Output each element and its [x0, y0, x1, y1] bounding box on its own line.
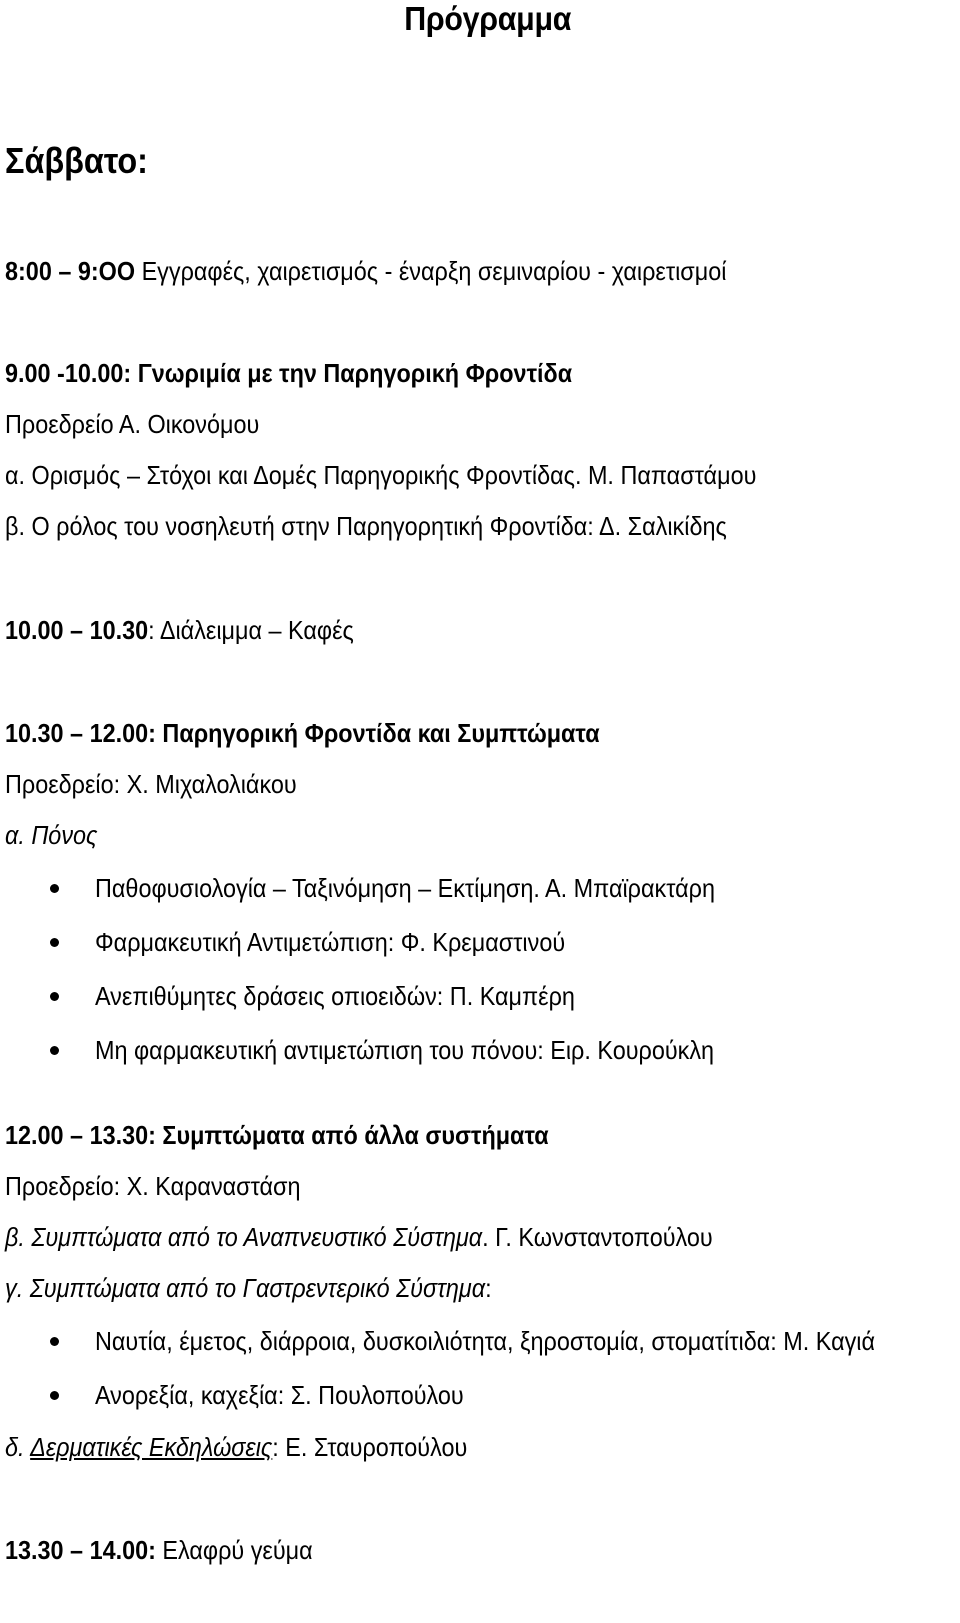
slot-registration — [5, 256, 726, 286]
subsection-title — [5, 1273, 492, 1303]
list-item-text: Ανορεξία, καχεξία: Σ. Πουλοπούλου — [95, 1380, 464, 1410]
slot-time: 8:00 – 9:OO — [5, 256, 136, 286]
page-title: Πρόγραμμα — [404, 0, 572, 37]
slot-text: Ελαφρύ γεύμα — [155, 1535, 313, 1565]
slot-break — [5, 615, 354, 645]
subsection-name: β. Συμπτώματα από το Αναπνευστικό Σύστημα — [5, 1222, 483, 1252]
chair-line: Προεδρείο: Χ. Καραναστάση — [5, 1171, 301, 1201]
subsection-prefix: δ. — [5, 1432, 31, 1462]
subsection-name: γ. Συμπτώματα από το Γαστρεντερικό Σύστημα — [5, 1273, 486, 1303]
list-item-text: Φαρμακευτική Αντιμετώπιση: Φ. Κρεμαστινού — [95, 927, 566, 957]
slot-text: Εγγραφές, χαιρετισμός - έναρξη σεμιναρίου - χαιρετισμοί — [135, 256, 727, 286]
bullet-icon — [50, 992, 59, 1001]
slot-heading: 10.30 – 12.00: Παρηγορική Φροντίδα και Συμπτώματα — [5, 718, 600, 748]
subsection-name: Δερματικές Εκδηλώσεις — [30, 1432, 273, 1462]
bullet-icon — [50, 938, 59, 947]
slot-time: 13.30 – 14.00: — [5, 1535, 156, 1565]
subsection-title — [5, 1222, 713, 1252]
subsection-speaker: : — [485, 1273, 492, 1303]
slot-heading: 12.00 – 13.30: Συμπτώματα από άλλα συστήματα — [5, 1120, 549, 1150]
talk-item: α. Ορισμός – Στόχοι και Δομές Παρηγορικής Φροντίδας. Μ. Παπαστάμου — [5, 460, 757, 490]
slot-lunch — [5, 1535, 313, 1565]
list-item-text: Ανεπιθύμητες δράσεις οπιοειδών: Π. Καμπέρη — [95, 981, 575, 1011]
slot-time: 10.00 – 10.30 — [5, 615, 149, 645]
chair-line: Προεδρείο Α. Οικονόμου — [5, 409, 260, 439]
slot-heading: 9.00 -10.00: Γνωριμία με την Παρηγορική Φροντίδα — [5, 358, 573, 388]
bullet-icon — [50, 1046, 59, 1055]
talk-item: β. Ο ρόλος του νοσηλευτή στην Παρηγορητική Φροντίδα: Δ. Σαλικίδης — [5, 511, 727, 541]
chair-line: Προεδρείο: Χ. Μιχαλολιάκου — [5, 769, 297, 799]
subsection-speaker: . Γ. Κωνσταντοπούλου — [482, 1222, 713, 1252]
list-item-text: Παθοφυσιολογία – Ταξινόμηση – Εκτίμηση. Α. Μπαϊρακτάρη — [95, 873, 715, 903]
bullet-icon — [50, 884, 59, 893]
subsection-title — [5, 1432, 467, 1462]
subsection-title: α. Πόνος — [5, 820, 98, 850]
list-item-text: Μη φαρμακευτική αντιμετώπιση του πόνου: Ειρ. Κουρούκλη — [95, 1035, 715, 1065]
subsection-speaker: : Ε. Σταυροπούλου — [272, 1432, 468, 1462]
bullet-icon — [50, 1391, 59, 1400]
list-item-text: Ναυτία, έμετος, διάρροια, δυσκοιλιότητα, ξηροστομία, στοματίτιδα: Μ. Καγιά — [95, 1326, 876, 1356]
day-heading: Σάββατο: — [5, 140, 148, 181]
slot-text: : Διάλειμμα – Καφές — [148, 615, 354, 645]
bullet-icon — [50, 1337, 59, 1346]
